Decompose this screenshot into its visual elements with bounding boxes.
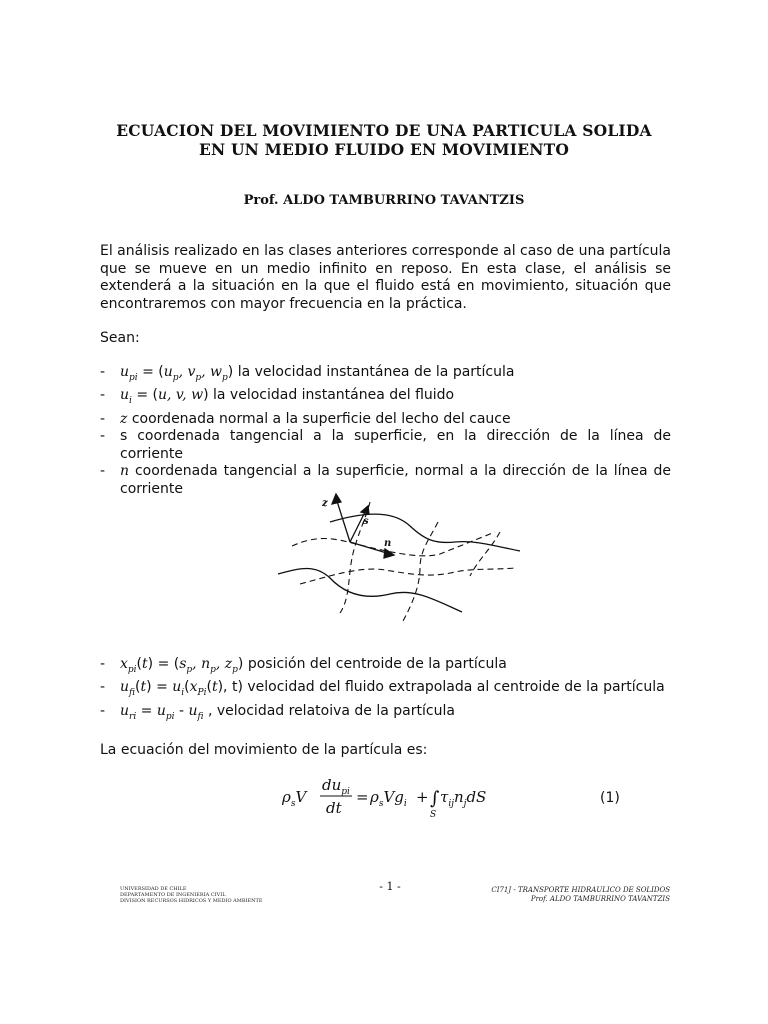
eq-integral-limit-s: S	[430, 810, 437, 820]
footer-professor: Prof. ALDO TAMBURRINO TAVANTZIS	[530, 895, 670, 903]
dashed-line-1	[292, 532, 495, 556]
document-title-line-1: ECUACION DEL MOVIMIENTO DE UNA PARTICULA SOLIDA	[116, 121, 652, 140]
figure-label-n: n	[384, 538, 392, 549]
equation-1	[280, 770, 520, 822]
footer-course-name: CI71J - TRANSPORTE HIDRAULICO DE SOLIDOS	[491, 886, 670, 894]
eq-equals: =	[356, 788, 369, 806]
definition-ui: - $u_i = (u$, v, w) la velocidad instantánea del fluido	[100, 387, 455, 407]
z-arrowhead	[332, 494, 341, 504]
dashed-line-5	[470, 532, 500, 576]
footer-university: UNIVERSIDAD DE CHILE	[120, 886, 187, 892]
page-number: - 1 -	[379, 880, 401, 893]
eq-integral: ∫	[430, 788, 440, 809]
definition-xpi: - $x_{pi}(t) = (s_p$, $n_p$, $z_p$) posición del centroide de la partícula	[100, 656, 507, 675]
definitions-list-2	[100, 656, 671, 726]
eq-dt: dt	[326, 799, 342, 817]
eq-tau-n-ds: $\tau_{ij}n_jdS$	[440, 788, 487, 809]
definition-uri: - $u_{ri} = u_{pi} - u_{fi}$ , velocidad relatoiva de la partícula	[100, 702, 455, 722]
definitions-list-1	[100, 364, 671, 498]
definition-ufi: - $u_{fi}(t) = u_i(x_{Pi}(t)$, t) velocidad del fluido extrapolada al centroide de la partícula	[100, 679, 665, 699]
footer-institution	[120, 886, 263, 904]
figure-label-z: z	[322, 498, 328, 509]
sean-label: Sean:	[100, 330, 140, 346]
definition-n: - n coordenada tangencial a la superficie, normal a la dirección de la línea de corriente	[100, 463, 671, 497]
definition-upi: - $u_{pi} = (u_p$, $v_p$, $w_p$) la velocidad instantánea de la partícula	[100, 364, 515, 383]
eq-plus: +	[416, 788, 429, 806]
eq-rho-s-v: $\rho_sV$	[282, 788, 307, 809]
n-arrowhead	[384, 549, 394, 558]
equation-intro: La ecuación del movimiento de la partícula es:	[100, 742, 428, 758]
dashed-line-2	[300, 568, 515, 584]
figure-label-s: s	[363, 516, 369, 527]
equation-number: (1)	[600, 790, 620, 806]
document-title-line-2: EN UN MEDIO FLUIDO EN MOVIMIENTO	[198, 140, 570, 159]
eq-rho-s-v-g-i: $\rho_sVg_i$	[370, 788, 407, 809]
intro-paragraph: El análisis realizado en las clases anteriores corresponde al caso de una partícula que se mueve en un medio infinito en reposo. En esta clase, el análisis se extenderá a la situación en la que el fluido está en movimiento, situación que encontraremos con mayor frecuencia en la práctica.	[100, 243, 671, 312]
author-line: Prof. ALDO TAMBURRINO TAVANTZIS	[243, 193, 525, 208]
footer-division: DIVISION RECURSOS HIDRICOS Y MEDIO AMBIENTE	[120, 898, 263, 904]
definition-s: - s coordenada tangencial a la superficie, en la dirección de la línea de corriente	[100, 428, 671, 462]
eq-du-pi: $du_{pi}$	[322, 776, 350, 797]
footer-course	[440, 886, 670, 904]
streamline-coordinate-figure	[270, 488, 530, 628]
s-arrowhead	[361, 506, 369, 514]
dashed-line-4	[402, 522, 438, 623]
footer-department: DEPARTAMENTO DE INGENIERIA CIVIL	[120, 892, 226, 898]
definition-z: - z coordenada normal a la superficie del lecho del cauce	[100, 410, 511, 427]
streamline-lower	[278, 569, 462, 613]
